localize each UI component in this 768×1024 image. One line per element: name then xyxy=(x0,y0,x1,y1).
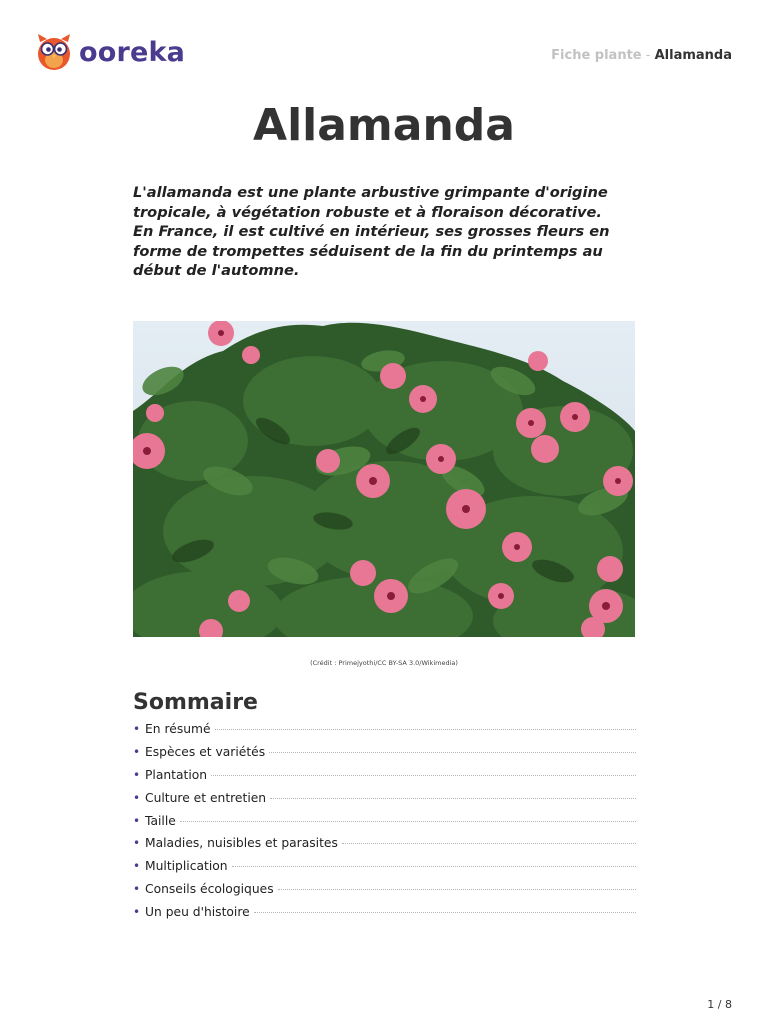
toc-item-label[interactable]: En résumé xyxy=(145,722,211,736)
toc-item-maladies[interactable] xyxy=(133,836,636,859)
page-title: Allamanda xyxy=(253,100,515,151)
toc-item-culture[interactable] xyxy=(133,791,636,814)
toc-title: Sommaire xyxy=(133,690,258,715)
table-of-contents xyxy=(133,722,636,928)
toc-item-label[interactable]: Conseils écologiques xyxy=(145,882,274,897)
bullet-icon: • xyxy=(133,767,141,782)
toc-leader-dots xyxy=(180,821,636,822)
toc-leader-dots xyxy=(269,752,636,753)
intro-paragraph: L'allamanda est une plante arbustive grimpante d'origine tropicale, à végétation robuste et à floraison décorative. En France, il est cultivé en intérieur, ses grosses fleurs en forme de trompettes séduisent de la fin du printemps au début de l'automne. xyxy=(133,184,610,279)
toc-leader-dots xyxy=(342,843,636,844)
owl-icon xyxy=(36,33,72,71)
bullet-icon: • xyxy=(133,836,141,851)
bullet-icon: • xyxy=(133,744,141,759)
bullet-icon: • xyxy=(133,722,141,736)
toc-item-multiplication[interactable] xyxy=(133,859,636,882)
page-number: 1 / 8 xyxy=(707,998,732,1011)
toc-item-plantation[interactable] xyxy=(133,768,636,791)
toc-item-label[interactable]: Espèces et variétés xyxy=(145,744,266,759)
toc-leader-dots xyxy=(232,866,636,867)
toc-item-label[interactable]: Culture et entretien xyxy=(145,790,267,805)
breadcrumb-current: Allamanda xyxy=(654,48,732,63)
toc-item-label[interactable]: Multiplication xyxy=(145,859,228,874)
toc-leader-dots xyxy=(254,912,636,913)
toc-item-label[interactable]: Un peu d'histoire xyxy=(145,905,250,920)
bullet-icon: • xyxy=(133,905,141,920)
site-logo[interactable] xyxy=(36,33,185,71)
breadcrumb-separator: - xyxy=(641,48,655,63)
toc-item-label[interactable]: Plantation xyxy=(145,767,208,782)
toc-item-especes[interactable] xyxy=(133,745,636,768)
toc-item-taille[interactable] xyxy=(133,814,636,837)
toc-leader-dots xyxy=(270,798,636,799)
toc-item-histoire[interactable] xyxy=(133,905,636,928)
bullet-icon: • xyxy=(133,813,141,828)
breadcrumb xyxy=(551,48,732,63)
breadcrumb-section[interactable]: Fiche plante xyxy=(551,48,642,63)
photo-credit: (Crédit : Primejyothi/CC BY-SA 3.0/Wikimedia) xyxy=(310,659,458,667)
toc-leader-dots xyxy=(215,729,636,730)
toc-leader-dots xyxy=(211,775,636,776)
toc-item-label[interactable]: Maladies, nuisibles et parasites xyxy=(145,836,338,851)
toc-item-label[interactable]: Taille xyxy=(145,813,176,828)
allamanda-photo xyxy=(133,321,635,637)
bullet-icon: • xyxy=(133,790,141,805)
toc-item-en-resume[interactable] xyxy=(133,722,636,745)
toc-item-conseils[interactable] xyxy=(133,882,636,905)
logo-text: ooreka xyxy=(79,36,186,68)
toc-leader-dots xyxy=(278,889,636,890)
bullet-icon: • xyxy=(133,859,141,874)
bullet-icon: • xyxy=(133,882,141,897)
